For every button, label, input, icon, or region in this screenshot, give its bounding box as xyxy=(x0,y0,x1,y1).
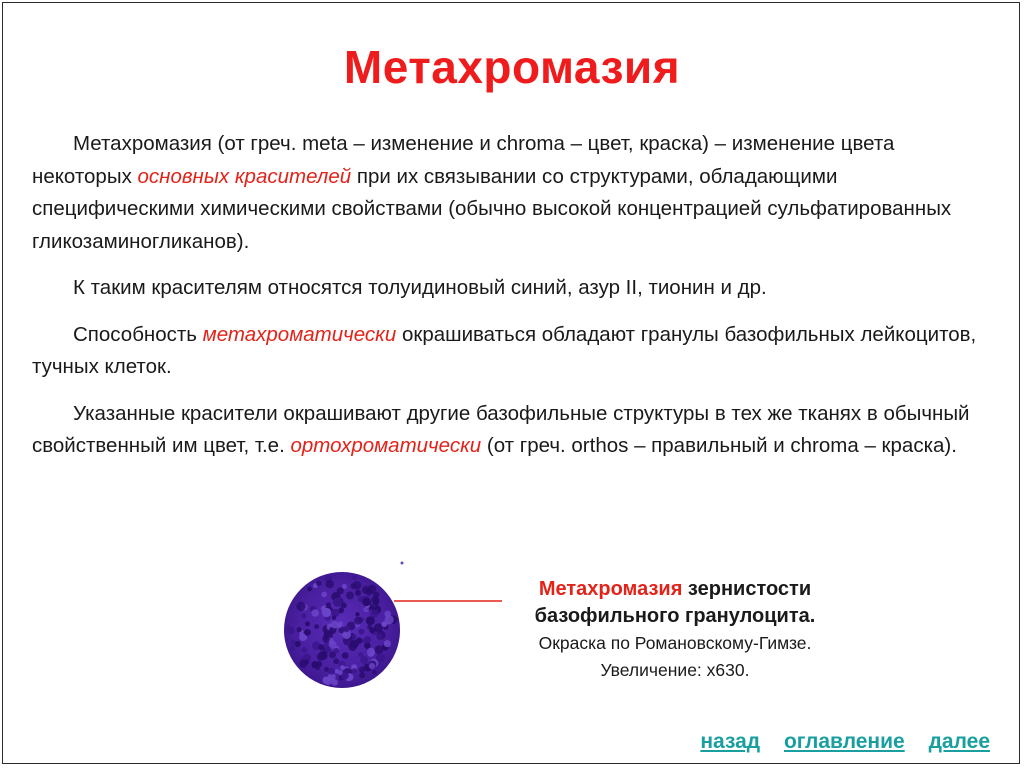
highlighted-term: ортохроматически xyxy=(290,434,482,457)
paragraph-text: Способность xyxy=(73,322,203,346)
granule xyxy=(358,629,364,635)
granule xyxy=(304,660,309,665)
granule xyxy=(328,668,335,675)
granule xyxy=(353,581,362,590)
granule xyxy=(290,645,295,650)
granule xyxy=(367,648,375,656)
granule xyxy=(372,670,377,675)
granule xyxy=(355,612,359,616)
granule xyxy=(326,580,334,588)
back-link[interactable]: назад xyxy=(700,730,761,753)
granule xyxy=(331,679,338,686)
paragraph-text: Указанные красители окрашивают другие базофильные структуры в тех же тканях в обычный свойственный им цвет, т.е. xyxy=(32,401,970,457)
granule xyxy=(346,592,354,600)
caption-stain: Окраска по Романовскому-Гимзе. xyxy=(538,633,812,653)
granule xyxy=(376,653,385,662)
granule xyxy=(342,652,349,659)
paragraph-text: при их связывании со структурами, обладающими специфическими химическими свойствами (обычно высокой концентрацией сульфатированных гликозаминогликанов). xyxy=(32,164,952,253)
caption-line2: базофильного гранулоцита. xyxy=(534,605,816,627)
granule xyxy=(331,609,339,617)
body-text xyxy=(32,128,992,477)
highlighted-term: метахроматически xyxy=(202,322,397,346)
granule xyxy=(359,667,365,673)
granule xyxy=(325,646,331,652)
paragraph-text: (от греч. orthos – правильный и chroma – краска). xyxy=(481,434,957,457)
granule xyxy=(369,663,375,669)
slide-title: Метахромазия xyxy=(343,41,681,93)
granule xyxy=(355,590,361,596)
granule xyxy=(314,624,319,629)
granule xyxy=(301,613,306,618)
granule xyxy=(332,615,336,619)
caption-highlight: Метахромазия xyxy=(538,578,683,600)
contents-link[interactable]: оглавление xyxy=(783,730,905,753)
caption-line1-rest: зернистости xyxy=(682,578,812,600)
caption-magnification: Увеличение: х630. xyxy=(600,660,750,680)
granule xyxy=(311,609,319,617)
granule xyxy=(368,585,377,594)
granule xyxy=(296,602,305,611)
granule xyxy=(334,648,339,653)
granule xyxy=(333,597,343,607)
granule xyxy=(354,617,362,625)
paragraph-3 xyxy=(32,319,992,384)
granule xyxy=(352,575,357,580)
granule xyxy=(338,670,343,675)
granule xyxy=(333,658,339,664)
granule xyxy=(348,642,357,651)
granule xyxy=(360,656,368,664)
paragraph-1 xyxy=(32,128,992,258)
speck xyxy=(401,562,404,565)
granule xyxy=(318,644,324,650)
granule xyxy=(291,640,296,645)
navigation-links xyxy=(682,730,990,754)
granule xyxy=(359,672,365,678)
granule xyxy=(331,621,339,629)
granule xyxy=(381,621,387,627)
granule xyxy=(352,668,357,673)
granule xyxy=(297,627,302,632)
granule xyxy=(317,653,325,661)
granule xyxy=(358,652,363,657)
image-caption xyxy=(500,576,850,684)
highlighted-term: основных красителей xyxy=(137,164,352,188)
granule xyxy=(321,592,327,598)
granule xyxy=(352,634,357,639)
granule xyxy=(302,647,308,653)
granule xyxy=(324,677,332,685)
granule xyxy=(316,581,321,586)
next-link[interactable]: далее xyxy=(928,730,990,753)
granule xyxy=(367,625,372,630)
caption-line1 xyxy=(500,576,850,603)
granule xyxy=(305,621,310,626)
granule xyxy=(366,616,375,625)
granule xyxy=(322,635,329,642)
granule xyxy=(375,645,384,654)
granule xyxy=(322,608,331,617)
paragraph-4 xyxy=(32,398,992,463)
granule xyxy=(286,625,290,629)
granule xyxy=(343,626,350,633)
granule xyxy=(362,638,367,643)
granule xyxy=(340,665,345,670)
granule xyxy=(316,666,321,671)
paragraph-2 xyxy=(32,272,992,305)
paragraph-text: К таким красителям относятся толуидиновый синий, азур II, тионин и др. xyxy=(73,276,767,299)
granule xyxy=(376,634,383,641)
granule xyxy=(362,598,371,607)
granule xyxy=(307,587,312,592)
granule xyxy=(304,629,311,636)
basophil-cell-image xyxy=(280,556,420,696)
basophil-cell-illustration xyxy=(280,556,420,696)
paragraph-text: окрашиваться обладают гранулы базофильных лейкоцитов, тучных клеток. xyxy=(32,322,977,378)
paragraph-text: Метахромазия (от греч. meta – изменение и chroma – цвет, краска) – изменение цвета некоторых xyxy=(32,132,895,188)
granule xyxy=(384,640,391,647)
